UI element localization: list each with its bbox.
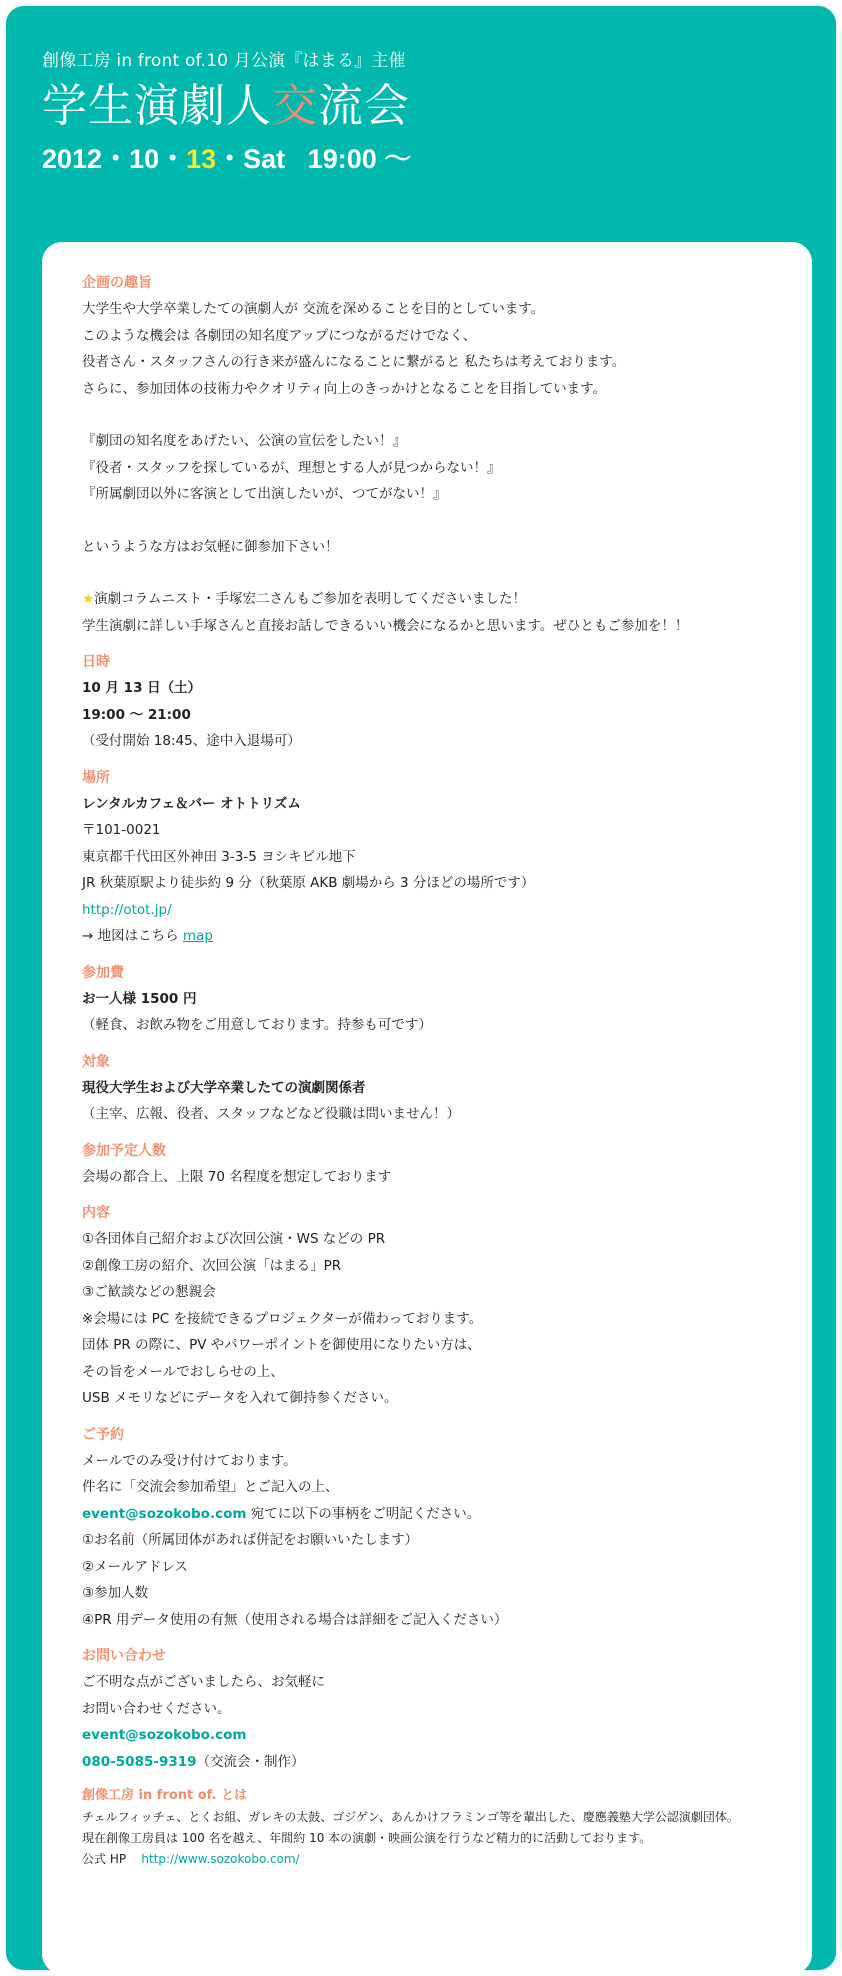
section-title-capacity: 参加予定人数: [82, 1142, 166, 1159]
quote-1: 『劇団の知名度をあげたい、公演の宣伝をしたい！』: [82, 433, 406, 449]
quote-3: 『所属劇団以外に客演として出演したいが、つてがない！』: [82, 486, 447, 502]
map-line: [82, 923, 782, 950]
reception-note: （受付開始 18:45、途中入退場可）: [82, 733, 301, 749]
target-who: 現役大学生および大学卒業したての演劇関係者: [82, 1079, 366, 1096]
event-header: [42, 50, 411, 176]
section-title-target: 対象: [82, 1053, 110, 1070]
event-time: 19:00 〜 21:00: [82, 706, 191, 723]
reservation-item-1: ①お名前（所属団体があれば併記をお願いいたします）: [82, 1532, 419, 1548]
contact-phone-line: [82, 1749, 782, 1776]
map-prefix: → 地図はこちら: [82, 928, 183, 944]
guest-line-1: [82, 586, 782, 613]
hp-url-link[interactable]: http://www.sozokobo.com/: [141, 1852, 300, 1866]
venue-address: 東京都千代田区外神田 3-3-5 ヨシキビル地下: [82, 848, 356, 865]
title-part-1: 学生演劇人: [42, 79, 273, 132]
purpose-line-1: 大学生や大学卒業したての演劇人が 交流を深めることを目的としています。: [82, 301, 545, 317]
purpose-line-4: さらに、参加団体の技術力やクオリティ向上のきっかけとなることを目指しています。: [82, 380, 607, 397]
event-day: 10 月 13 日（土）: [82, 680, 202, 696]
event-date: [42, 142, 411, 176]
purpose-line-2: このような機会は 各劇団の知名度アップにつながるだけでなく、: [82, 327, 477, 344]
target-note: （主宰、広報、役者、スタッフなどなど役職は問いません！）: [82, 1106, 460, 1122]
invite-line: というような方はお気軽に御参加下さい！: [82, 538, 339, 555]
reservation-line-1: メールでのみ受け付けております。: [82, 1452, 297, 1469]
section-title-datetime: 日時: [82, 654, 110, 670]
contents-note-1: ※会場には PC を接続できるプロジェクターが備わっております。: [82, 1310, 483, 1327]
page-title: [42, 80, 411, 132]
section-title-about: 創像工房 in front of. とは: [82, 1788, 248, 1803]
contents-item-1: ①各団体自己紹介および次回公演・WS などの PR: [82, 1231, 386, 1247]
guest-line-2: 学生演劇に詳しい手塚さんと直接お話しできるいい機会になるかと思います。ぜひともご参加を！！: [82, 617, 689, 634]
section-title-reservation: ご予約: [82, 1426, 124, 1443]
date-suffix: ・Sat 19:00 〜: [216, 144, 412, 174]
hp-label: 公式 HP: [82, 1852, 127, 1866]
section-title-contents: 内容: [82, 1205, 110, 1221]
about-line-2: 現在創像工房員は 100 名を越え、年間約 10 本の演劇・映画公演を行うなど精力的に活動しております。: [82, 1831, 652, 1845]
capacity-text: 会場の都合上、上限 70 名程度を想定しております: [82, 1168, 392, 1185]
about-line-1: チェルフィッチェ、とくお組、ガレキの太鼓、ゴジゲン、あんかけフラミンゴ等を輩出した、慶應義塾大学公認演劇団体。: [82, 1810, 739, 1824]
venue-postal: 〒101-0021: [82, 822, 161, 838]
quote-2: 『役者・スタッフを探しているが、理想とする人が見つからない！』: [82, 459, 501, 476]
contents-item-2: ②創像工房の紹介、次回公演「はまる」PR: [82, 1257, 342, 1274]
title-accent: 交: [272, 79, 319, 132]
contents-note-3: その旨をメールでおしらせの上、: [82, 1363, 284, 1380]
date-prefix: 2012・10・: [42, 144, 187, 174]
reservation-item-3: ③参加人数: [82, 1585, 149, 1601]
title-part-2: 流会: [318, 79, 411, 132]
section-title-purpose: 企画の趣旨: [82, 275, 152, 291]
page-frame: [6, 6, 836, 1970]
contact-email-link[interactable]: event@sozokobo.com: [82, 1727, 247, 1743]
venue-url-link[interactable]: http://otot.jp/: [82, 901, 172, 918]
contents-item-3: ③ご歓談などの懇親会: [82, 1284, 216, 1300]
section-title-fee: 参加費: [82, 964, 124, 981]
content-card: [42, 242, 812, 1974]
reservation-item-2: ②メールアドレス: [82, 1558, 188, 1575]
date-day: 13: [186, 144, 217, 174]
contact-phone-link[interactable]: 080-5085-9319: [82, 1753, 197, 1770]
about-hp-line: [82, 1849, 782, 1870]
venue-name: レンタルカフェ＆バー オトトリズム: [82, 795, 301, 812]
section-title-contact: お問い合わせ: [82, 1648, 166, 1664]
star-icon: ★: [82, 591, 95, 607]
reservation-email-link[interactable]: event@sozokobo.com: [82, 1505, 247, 1522]
contents-note-4: USB メモリなどにデータを入れて御持参ください。: [82, 1390, 398, 1406]
reservation-line-3: [82, 1501, 782, 1528]
map-link[interactable]: map: [182, 928, 213, 944]
organizer-line: 創像工房 in front of.10 月公演『はまる』主催: [42, 51, 406, 71]
guest-text-1: 演劇コラムニスト・手塚宏二さんもご参加を表明してくださいました！: [94, 591, 526, 607]
contact-line-1: ご不明な点がございましたら、お気軽に: [82, 1674, 325, 1690]
venue-access: JR 秋葉原駅より徒歩約 9 分（秋葉原 AKB 劇場から 3 分ほどの場所です）: [82, 875, 535, 891]
contact-line-2: お問い合わせください。: [82, 1700, 231, 1717]
content-body: [82, 270, 782, 1870]
fee-amount: お一人様 1500 円: [82, 990, 197, 1007]
section-title-venue: 場所: [82, 769, 110, 786]
fee-note: （軽食、お飲み物をご用意しております。持参も可です）: [82, 1017, 432, 1033]
contact-phone-note: （交流会・制作）: [196, 1753, 305, 1770]
reservation-line-3-text: 宛てに以下の事柄をご明記ください。: [246, 1505, 481, 1522]
reservation-line-2: 件名に「交流会参加希望」とご記入の上、: [82, 1479, 339, 1495]
reservation-item-4: ④PR 用データ使用の有無（使用される場合は詳細をご記入ください）: [82, 1611, 508, 1628]
purpose-line-3: 役者さん・スタッフさんの行き来が盛んになることに繋がると 私たちは考えております。: [82, 354, 626, 370]
contents-note-2: 団体 PR の際に、PV やパワーポイントを御使用になりたい方は、: [82, 1337, 481, 1353]
